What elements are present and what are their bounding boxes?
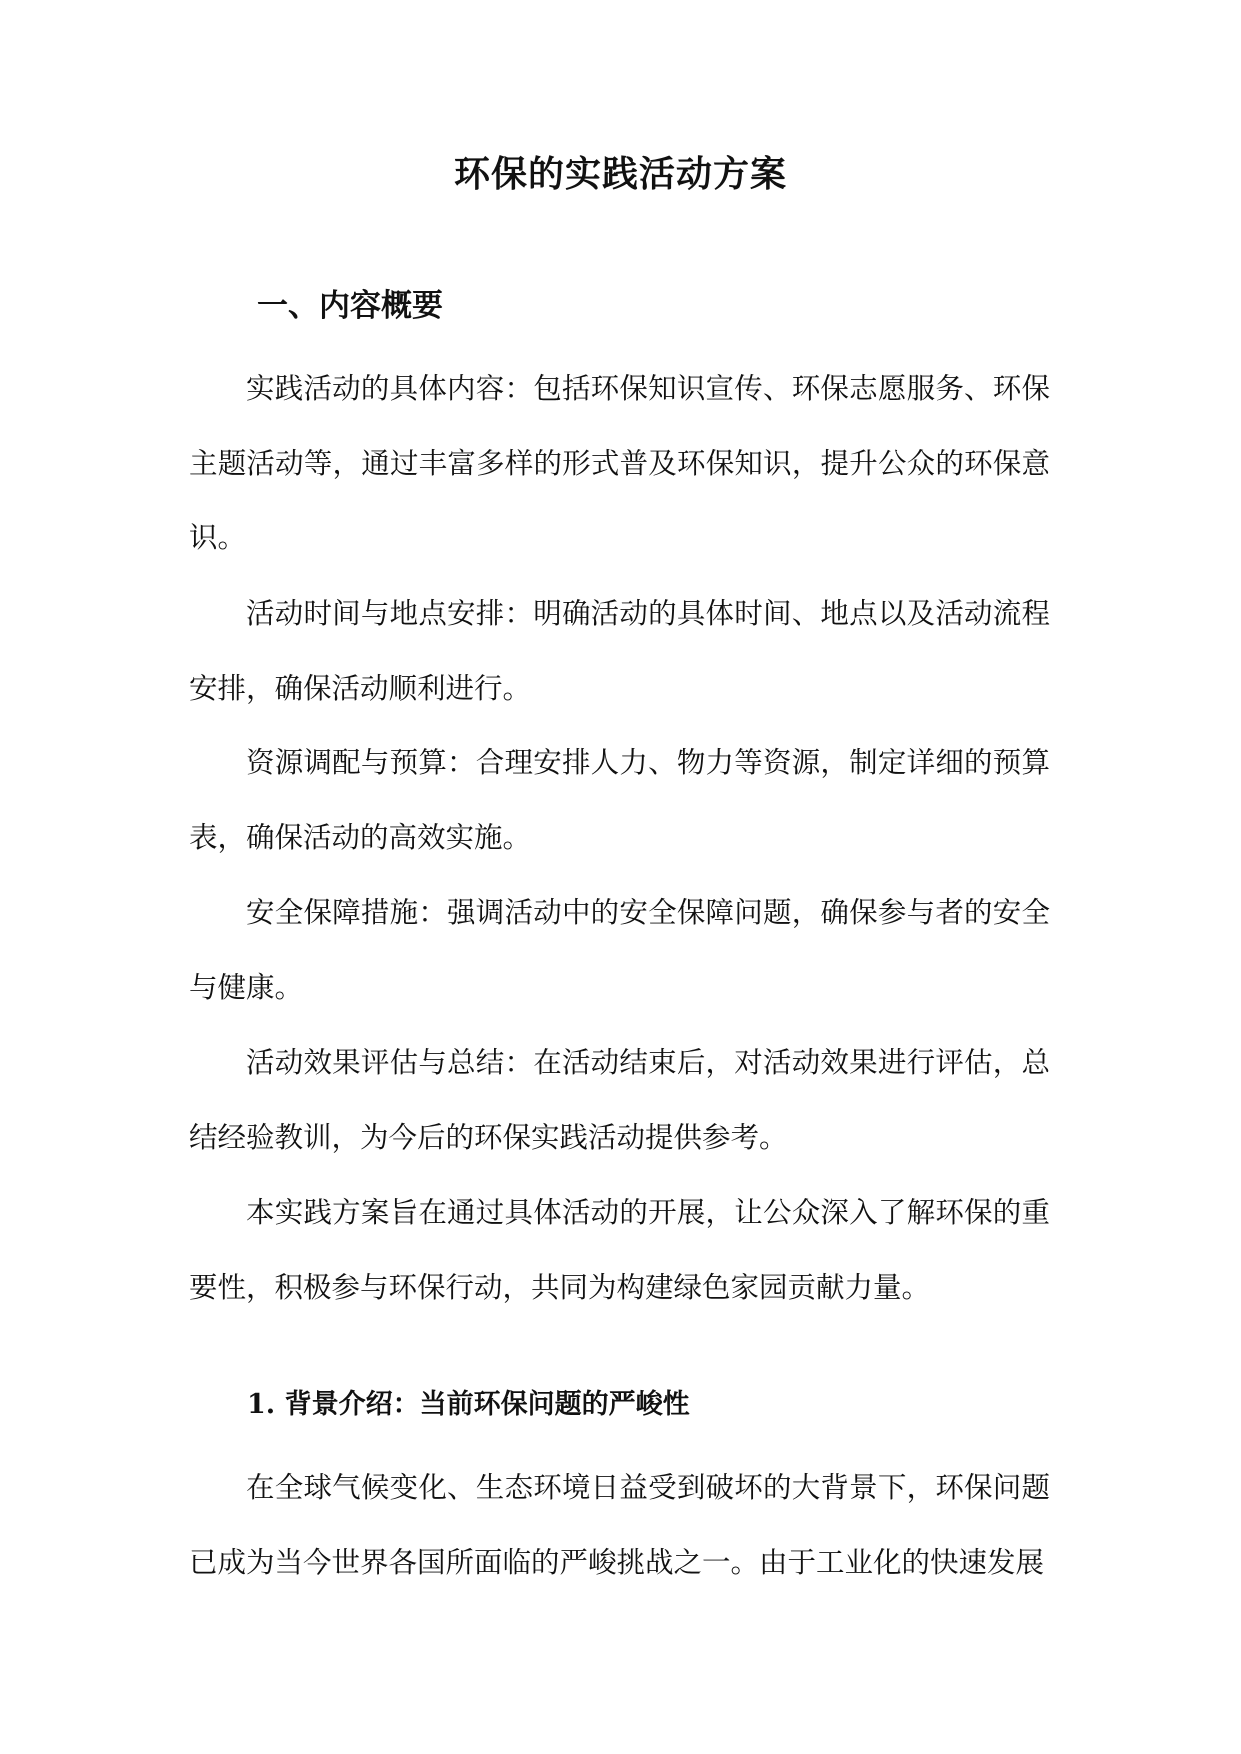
paragraph-resources-budget: 资源调配与预算：合理安排人力、物力等资源，制定详细的预算表，确保活动的高效实施。 xyxy=(189,746,1050,854)
section-heading-content-summary: 一、内容概要 xyxy=(257,288,443,324)
paragraph-background: 在全球气候变化、生态环境日益受到破坏的大背景下，环保问题已成为当今世界各国所面临的严峻挑战之一。由于工业化的快速发展 xyxy=(189,1471,1050,1579)
paragraph-safety-measures: 安全保障措施：强调活动中的安全保障问题，确保参与者的安全与健康。 xyxy=(189,896,1050,1004)
paragraph-evaluation-summary: 活动效果评估与总结：在活动结束后，对活动效果进行评估，总结经验教训，为今后的环保实践活动提供参考。 xyxy=(189,1046,1050,1154)
document-title: 环保的实践活动方案 xyxy=(453,153,787,195)
paragraph-time-location: 活动时间与地点安排：明确活动的具体时间、地点以及活动流程安排，确保活动顺利进行。 xyxy=(189,597,1050,705)
paragraph-activity-content: 实践活动的具体内容：包括环保知识宣传、环保志愿服务、环保主题活动等，通过丰富多样的形式普及环保知识，提升公众的环保意识。 xyxy=(189,372,1050,554)
subsection-heading-background: 1. 背景介绍：当前环保问题的严峻性 xyxy=(247,1389,690,1420)
paragraph-plan-purpose: 本实践方案旨在通过具体活动的开展，让公众深入了解环保的重要性，积极参与环保行动，共同为构建绿色家园贡献力量。 xyxy=(189,1196,1050,1304)
